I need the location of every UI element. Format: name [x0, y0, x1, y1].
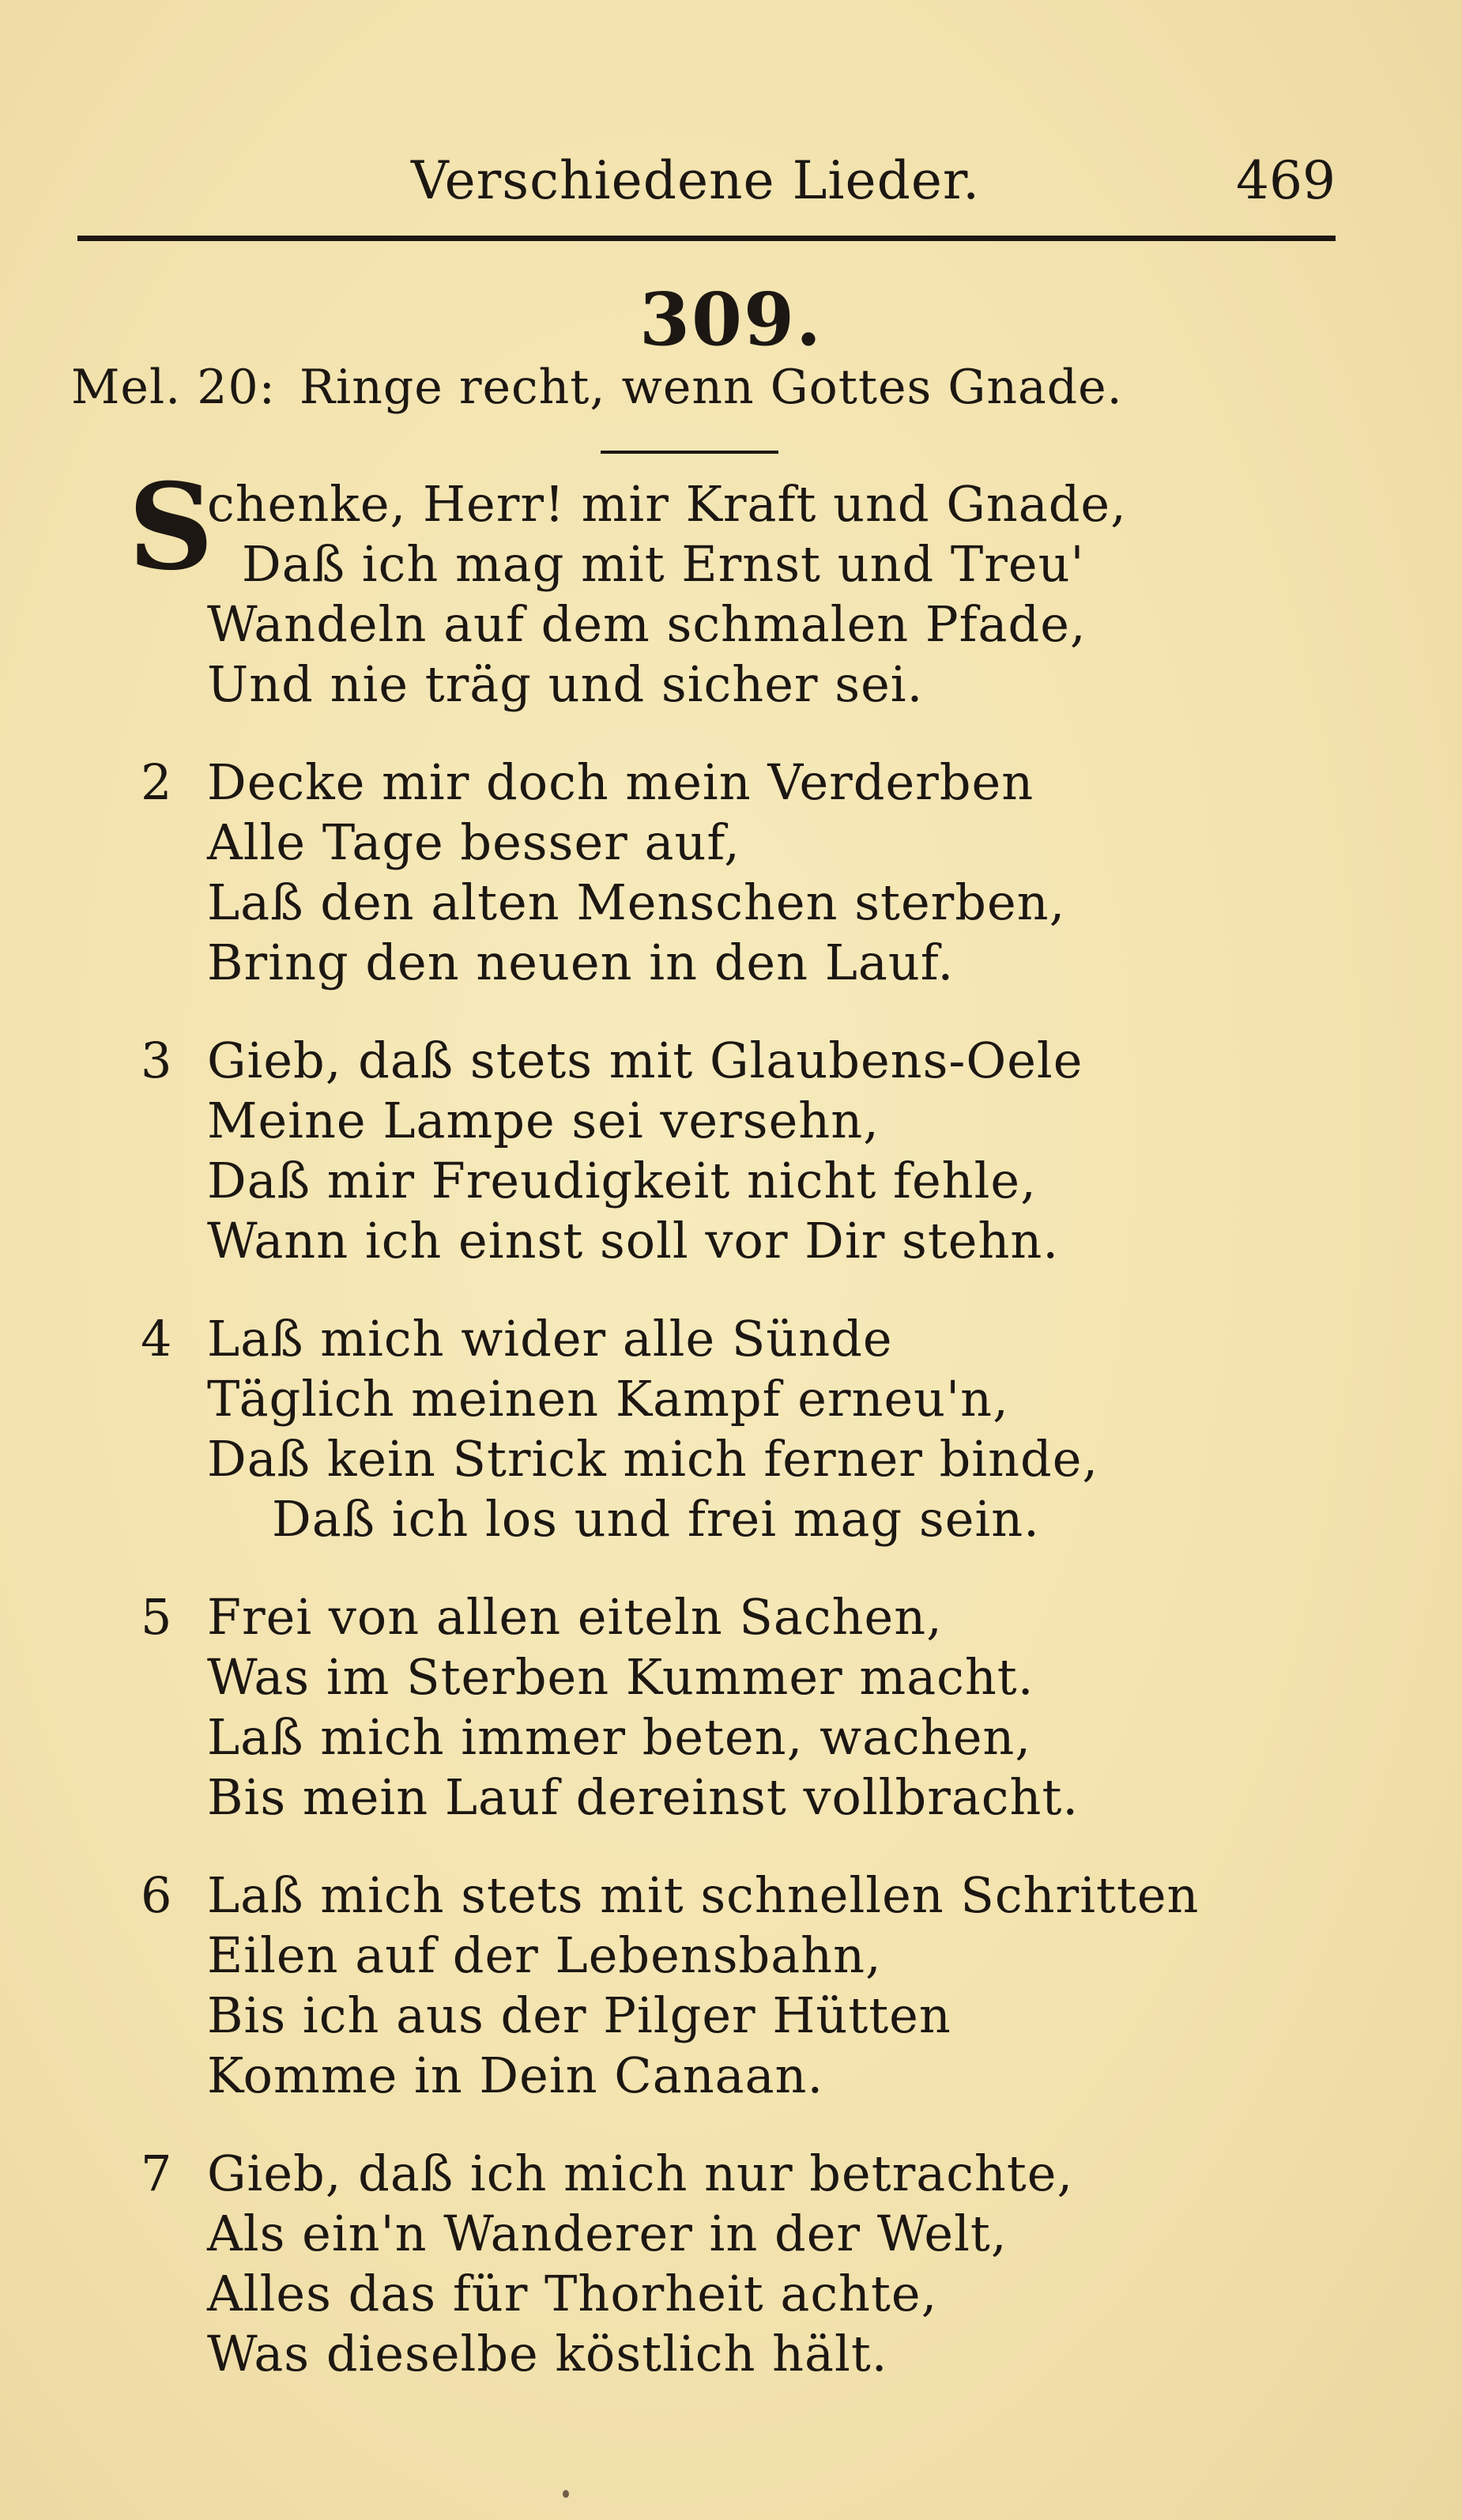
- melody-prefix: Mel. 20:: [71, 360, 276, 415]
- verse-line: Alles das für Thorheit achte,: [207, 2265, 938, 2322]
- verse-1: [0, 458, 1462, 715]
- verse-line: Bring den neuen in den Lauf.: [207, 934, 955, 991]
- drop-cap: S: [128, 458, 214, 597]
- verse-number: 6: [141, 1866, 172, 1924]
- verse-line: Eilen auf der Lebensbahn,: [207, 1926, 882, 1984]
- running-head: [0, 150, 1462, 221]
- melody-title: Ringe recht, wenn Gottes Gnade.: [299, 360, 1123, 415]
- verse-lines: [207, 1031, 1462, 1271]
- verse-number: 3: [141, 1032, 172, 1089]
- verse-line: Komme in Dein Canaan.: [207, 2047, 824, 2104]
- verse-6: [0, 1865, 1462, 2106]
- verse-line: Laß mich stets mit schnellen Schritten: [207, 1866, 1200, 1924]
- verse-lines: [207, 1309, 1462, 1549]
- verse-lines: [207, 474, 1462, 715]
- verse-line: Decke mir doch mein Verderben: [207, 753, 1034, 811]
- verse-line: Alle Tage besser auf,: [207, 813, 740, 871]
- verse-lines: [207, 1587, 1462, 1828]
- verse-lines: [207, 753, 1462, 993]
- verse-line: chenke, Herr! mir Kraft und Gnade,: [207, 475, 1127, 533]
- verse-4: [0, 1309, 1462, 1549]
- verse-number: 2: [141, 753, 172, 811]
- ornamental-rule: [601, 451, 778, 454]
- verse-line: Frei von allen eiteln Sachen,: [207, 1588, 943, 1646]
- verse-7: [0, 2144, 1462, 2384]
- verse-line: Gieb, daß ich mich nur betrachte,: [207, 2145, 1074, 2202]
- verse-line: Was dieselbe köstlich hält.: [207, 2325, 888, 2382]
- verse-line: Wandeln auf dem schmalen Pfade,: [207, 595, 1087, 653]
- verse-2: [0, 753, 1462, 993]
- verse-line: Daß ich los und frei mag sein.: [272, 1490, 1040, 1548]
- verse-5: [0, 1587, 1462, 1828]
- page-number: 469: [1236, 150, 1336, 211]
- verse-line: Als ein'n Wanderer in der Welt,: [207, 2205, 1008, 2262]
- verse-line: Und nie träg und sicher sei.: [207, 655, 924, 713]
- running-title: Verschiedene Lieder.: [411, 150, 981, 211]
- verse-lines: [207, 1865, 1462, 2106]
- verse-line: Wann ich einst soll vor Dir stehn.: [207, 1212, 1060, 1269]
- verse-number: 4: [141, 1310, 172, 1368]
- verse-number: 5: [141, 1588, 172, 1646]
- verse-line: Laß den alten Menschen sterben,: [207, 873, 1066, 931]
- verse-line: Laß mich immer beten, wachen,: [207, 1708, 1032, 1766]
- header-rule: [77, 236, 1336, 241]
- verse-line: Daß ich mag mit Ernst und Treu': [242, 535, 1085, 593]
- printer-mark: [563, 2490, 569, 2498]
- verse-line: Meine Lampe sei versehn,: [207, 1092, 880, 1149]
- verse-line: Was im Sterben Kummer macht.: [207, 1648, 1034, 1706]
- melody-line: [71, 360, 1351, 415]
- verses: [0, 458, 1462, 2422]
- verse-line: Daß mir Freudigkeit nicht fehle,: [207, 1152, 1037, 1209]
- verse-number: 7: [141, 2145, 172, 2202]
- verse-line: Daß kein Strick mich ferner binde,: [207, 1430, 1099, 1488]
- verse-line: Täglich meinen Kampf erneu'n,: [207, 1370, 1009, 1428]
- verse-line: Bis ich aus der Pilger Hütten: [207, 1986, 951, 2044]
- verse-line: Gieb, daß stets mit Glaubens-Oele: [207, 1032, 1083, 1089]
- hymn-number: 309.: [639, 277, 823, 362]
- verse-lines: [207, 2144, 1462, 2384]
- verse-3: [0, 1031, 1462, 1271]
- verse-line: Bis mein Lauf dereinst vollbracht.: [207, 1768, 1080, 1826]
- verse-line: Laß mich wider alle Sünde: [207, 1310, 893, 1368]
